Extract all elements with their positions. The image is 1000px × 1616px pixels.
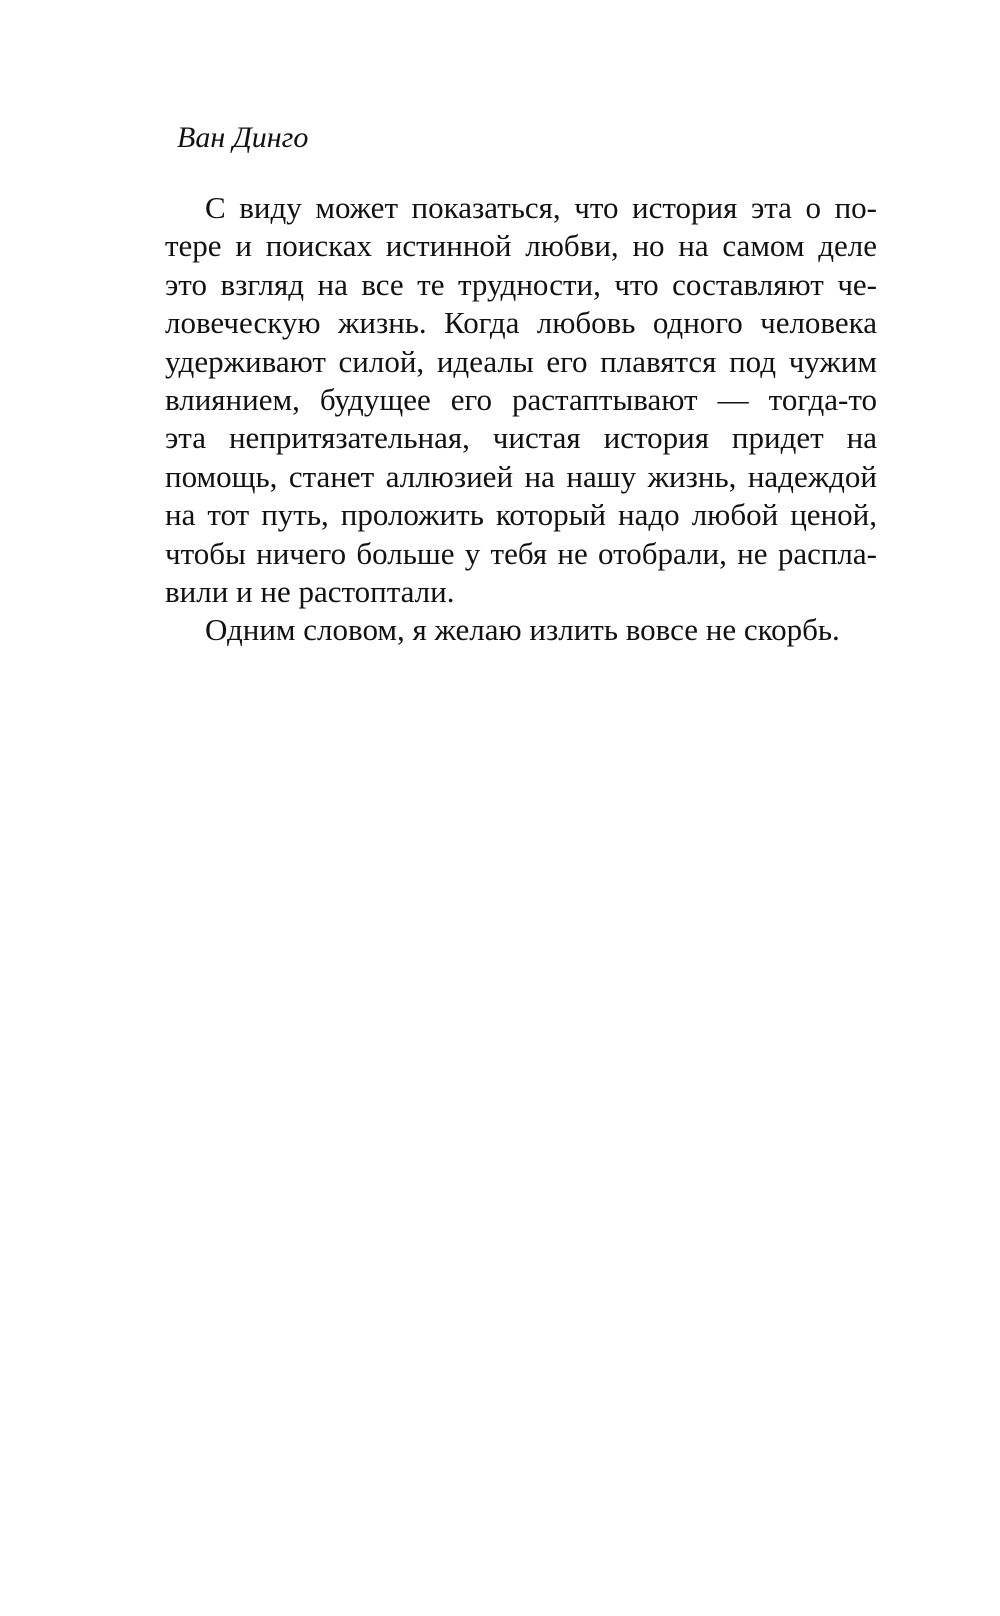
paragraph1-line-8: помощь, станет аллюзией на нашу жизнь, надеждой — [165, 458, 877, 494]
paragraph1-line-1: С виду может показаться, что история эта о по- — [205, 190, 877, 225]
paragraph1-line-11: вили и не растоптали. — [165, 573, 455, 609]
paragraph1-line-4: ловеческую жизнь. Когда любовь одного человека — [165, 305, 877, 341]
paragraph1-line-7: эта непритязательная, чистая история придет на — [165, 420, 877, 456]
paragraph1-line-5: удерживают силой, идеалы его плавятся под чужим — [165, 343, 877, 379]
paragraph2-line-1: Одним словом, я желаю излить вовсе не скорбь. — [205, 612, 840, 648]
paragraph1-line-10: чтобы ничего больше у тебя не отобрали, не распла- — [165, 535, 877, 571]
author-name: Ван Динго — [177, 121, 309, 154]
paragraph1-line-3: это взгляд на все те трудности, что составляют че- — [165, 266, 877, 302]
body-text — [165, 189, 877, 650]
paragraph1-line-2: тере и поисках истинной любви, но на самом деле — [165, 228, 877, 264]
paragraph1-line-6: влиянием, будущее его растаптывают — тогда-то — [165, 381, 877, 417]
paragraph1-line-9: на тот путь, проложить который надо любой ценой, — [165, 497, 877, 533]
